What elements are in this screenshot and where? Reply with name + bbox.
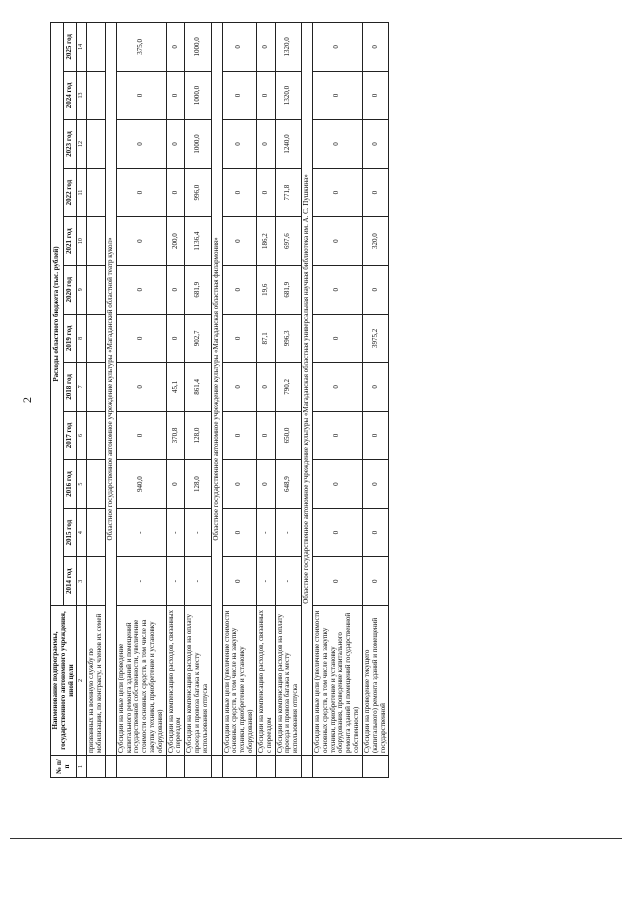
row-number-cell xyxy=(116,756,166,778)
row-name: Субсидии на иные цели (увеличение стоимости основных средств, в том числе на закупку техники, приобретение и установку оборудования, проведение капитального ремонта зданий и помещений государственной собственности) xyxy=(312,606,362,756)
value-cell: 0 xyxy=(256,411,275,460)
row-number-cell xyxy=(362,756,388,778)
row-number-cell xyxy=(256,756,275,778)
table-row xyxy=(256,23,275,778)
section-title: Областное государственное автономное учреждение культуры «Магаданская областная универсальная научная библиотека им. А. С. Пушкина» xyxy=(302,23,313,756)
page-number: 2 xyxy=(20,397,34,403)
value-cell: - xyxy=(116,557,166,606)
value-cell xyxy=(87,314,106,363)
value-cell: 128,0 xyxy=(185,460,211,509)
value-cell: 0 xyxy=(362,460,388,509)
row-number-cell xyxy=(211,756,222,778)
value-cell: 861,4 xyxy=(185,363,211,412)
value-cell: 0 xyxy=(116,265,166,314)
value-cell: 0 xyxy=(312,460,362,509)
value-cell: 0 xyxy=(222,460,256,509)
row-name: Субсидии на компенсацию расходов на оплату проезда и провоза багажа к месту использования отпуска xyxy=(185,606,211,756)
value-cell: 0 xyxy=(166,168,185,217)
value-cell xyxy=(87,217,106,266)
value-cell: 0 xyxy=(362,411,388,460)
header-index: 2 xyxy=(77,606,87,756)
value-cell: - xyxy=(275,508,301,557)
value-cell: 1000,0 xyxy=(185,23,211,72)
value-cell: 940,0 xyxy=(116,460,166,509)
row-number-cell xyxy=(312,756,362,778)
value-cell: 0 xyxy=(166,314,185,363)
value-cell: 902,7 xyxy=(185,314,211,363)
value-cell: 0 xyxy=(362,363,388,412)
header-year: 2024 год xyxy=(64,71,77,120)
value-cell: 0 xyxy=(116,314,166,363)
value-cell: 370,8 xyxy=(166,411,185,460)
value-cell: 0 xyxy=(116,217,166,266)
value-cell: 0 xyxy=(362,557,388,606)
table-row xyxy=(87,23,106,778)
section-title: Областное государственное автономное учреждение культуры «Магаданская областная филармония» xyxy=(211,23,222,756)
header-year: 2019 год xyxy=(64,314,77,363)
value-cell xyxy=(87,23,106,72)
row-number-cell xyxy=(222,756,256,778)
value-cell: 0 xyxy=(312,557,362,606)
table-row xyxy=(275,23,301,778)
value-cell: 0 xyxy=(362,168,388,217)
header-name: Наименование подпрограммы, государственного автономного учреждения, иной цели xyxy=(51,606,77,756)
value-cell: 0 xyxy=(222,314,256,363)
header-year: 2021 год xyxy=(64,217,77,266)
value-cell: 0 xyxy=(362,23,388,72)
header-year: 2020 год xyxy=(64,265,77,314)
value-cell: - xyxy=(185,557,211,606)
header-year: 2022 год xyxy=(64,168,77,217)
value-cell xyxy=(87,363,106,412)
header-index: 11 xyxy=(77,168,87,217)
row-number-cell xyxy=(302,756,313,778)
header-index-row xyxy=(77,23,87,778)
section-row xyxy=(302,23,313,778)
value-cell: 1000,0 xyxy=(185,71,211,120)
value-cell: 0 xyxy=(166,71,185,120)
header-index: 3 xyxy=(77,557,87,606)
value-cell: 0 xyxy=(166,265,185,314)
header-index: 10 xyxy=(77,217,87,266)
value-cell: 0 xyxy=(256,120,275,169)
value-cell xyxy=(87,168,106,217)
row-name: Субсидии на компенсацию расходов, связанных с переездом xyxy=(166,606,185,756)
value-cell: 0 xyxy=(312,314,362,363)
value-cell: 0 xyxy=(116,71,166,120)
value-cell: 200,0 xyxy=(166,217,185,266)
header-year: 2017 год xyxy=(64,411,77,460)
value-cell: 0 xyxy=(312,508,362,557)
value-cell: 0 xyxy=(166,120,185,169)
value-cell: 996,3 xyxy=(275,314,301,363)
value-cell: 0 xyxy=(256,460,275,509)
table-row xyxy=(116,23,166,778)
value-cell: 0 xyxy=(222,508,256,557)
value-cell: 1240,0 xyxy=(275,120,301,169)
value-cell: 19,6 xyxy=(256,265,275,314)
value-cell xyxy=(87,71,106,120)
value-cell: 1000,0 xyxy=(185,120,211,169)
section-title: Областное государственное автономное учреждение культуры «Магаданский областной театр кукол» xyxy=(105,23,116,756)
value-cell: 0 xyxy=(312,120,362,169)
value-cell: 0 xyxy=(116,411,166,460)
header-year: 2016 год xyxy=(64,460,77,509)
section-row xyxy=(105,23,116,778)
header-row xyxy=(51,23,64,778)
value-cell: 1320,0 xyxy=(275,71,301,120)
table-row xyxy=(185,23,211,778)
row-number-cell xyxy=(275,756,301,778)
header-year: 2014 год xyxy=(64,557,77,606)
header-index: 8 xyxy=(77,314,87,363)
row-number-cell xyxy=(166,756,185,778)
row-number-cell xyxy=(87,756,106,778)
value-cell: 186,2 xyxy=(256,217,275,266)
header-year: 2025 год xyxy=(64,23,77,72)
header-number: № п/п xyxy=(51,756,77,778)
header-index: 4 xyxy=(77,508,87,557)
value-cell: 0 xyxy=(166,460,185,509)
header-index: 12 xyxy=(77,120,87,169)
header-expenses-group: Расходы областного бюджета (тыс. рублей) xyxy=(51,23,64,606)
row-name: Субсидии на иные цели (увеличение стоимости основных средств, в том числе на закупку техники, приобретение и установку оборудования) xyxy=(222,606,256,756)
table-row xyxy=(312,23,362,778)
row-name: Субсидии на проведение текущего (капитального) ремонта зданий и помещений государственной xyxy=(362,606,388,756)
header-index: 1 xyxy=(77,756,87,778)
value-cell: - xyxy=(116,508,166,557)
value-cell: 45,1 xyxy=(166,363,185,412)
value-cell: 0 xyxy=(362,120,388,169)
header-index: 13 xyxy=(77,71,87,120)
value-cell xyxy=(87,120,106,169)
value-cell: 0 xyxy=(312,411,362,460)
value-cell: 0 xyxy=(222,217,256,266)
value-cell xyxy=(87,508,106,557)
value-cell xyxy=(87,557,106,606)
value-cell: 0 xyxy=(312,217,362,266)
table-row xyxy=(166,23,185,778)
value-cell: 0 xyxy=(116,168,166,217)
value-cell: 650,0 xyxy=(275,411,301,460)
header-year: 2023 год xyxy=(64,120,77,169)
value-cell: 681,9 xyxy=(185,265,211,314)
value-cell: 0 xyxy=(312,168,362,217)
value-cell: 0 xyxy=(222,265,256,314)
value-cell: 681,9 xyxy=(275,265,301,314)
value-cell: 0 xyxy=(222,363,256,412)
value-cell: 0 xyxy=(116,120,166,169)
value-cell: 0 xyxy=(256,363,275,412)
value-cell: 771,8 xyxy=(275,168,301,217)
value-cell: 3975,2 xyxy=(362,314,388,363)
row-name: Субсидии на компенсацию расходов на оплату проезда и провоза багажа к месту использования отпуска xyxy=(275,606,301,756)
value-cell: 1320,0 xyxy=(275,23,301,72)
value-cell: 0 xyxy=(256,71,275,120)
value-cell: 0 xyxy=(312,265,362,314)
table-row xyxy=(222,23,256,778)
value-cell: 0 xyxy=(362,508,388,557)
value-cell: 320,0 xyxy=(362,217,388,266)
row-name: Субсидии на иные цели (проведение капитального ремонта зданий и помещений государственной собственности, увеличение стоимости основных средств, в том числе на закупку техники, приобретение и установку оборудования) xyxy=(116,606,166,756)
value-cell: 0 xyxy=(312,363,362,412)
value-cell: - xyxy=(185,508,211,557)
budget-table xyxy=(50,22,389,778)
value-cell: 0 xyxy=(256,23,275,72)
value-cell: - xyxy=(256,508,275,557)
value-cell: 0 xyxy=(222,411,256,460)
value-cell: 0 xyxy=(312,23,362,72)
value-cell xyxy=(87,265,106,314)
header-index: 14 xyxy=(77,23,87,72)
value-cell: 87,1 xyxy=(256,314,275,363)
value-cell: 697,6 xyxy=(275,217,301,266)
value-cell: 1136,4 xyxy=(185,217,211,266)
value-cell: 0 xyxy=(362,71,388,120)
value-cell: 0 xyxy=(222,168,256,217)
value-cell: 0 xyxy=(256,168,275,217)
value-cell: 375,0 xyxy=(116,23,166,72)
section-row xyxy=(211,23,222,778)
row-number-cell xyxy=(185,756,211,778)
value-cell: - xyxy=(166,557,185,606)
value-cell: 790,2 xyxy=(275,363,301,412)
value-cell: 0 xyxy=(222,557,256,606)
value-cell: 0 xyxy=(222,23,256,72)
value-cell xyxy=(87,460,106,509)
table-row xyxy=(362,23,388,778)
value-cell: 996,0 xyxy=(185,168,211,217)
row-name: призванных на военную службу по мобилизации, по контракту, и членов их семей xyxy=(87,606,106,756)
row-number-cell xyxy=(105,756,116,778)
value-cell: 648,9 xyxy=(275,460,301,509)
header-index: 9 xyxy=(77,265,87,314)
row-name: Субсидии на компенсацию расходов, связанных с переездом xyxy=(256,606,275,756)
value-cell: 0 xyxy=(222,71,256,120)
separator-line xyxy=(10,838,622,839)
header-index: 7 xyxy=(77,363,87,412)
value-cell: - xyxy=(166,508,185,557)
value-cell xyxy=(87,411,106,460)
header-year: 2018 год xyxy=(64,363,77,412)
header-year: 2015 год xyxy=(64,508,77,557)
value-cell: 0 xyxy=(166,23,185,72)
rotated-content xyxy=(20,20,580,780)
value-cell: 0 xyxy=(362,265,388,314)
header-index: 6 xyxy=(77,411,87,460)
value-cell: 0 xyxy=(116,363,166,412)
value-cell: 0 xyxy=(312,71,362,120)
value-cell: - xyxy=(275,557,301,606)
value-cell: - xyxy=(256,557,275,606)
value-cell: 128,0 xyxy=(185,411,211,460)
header-index: 5 xyxy=(77,460,87,509)
value-cell: 0 xyxy=(222,120,256,169)
